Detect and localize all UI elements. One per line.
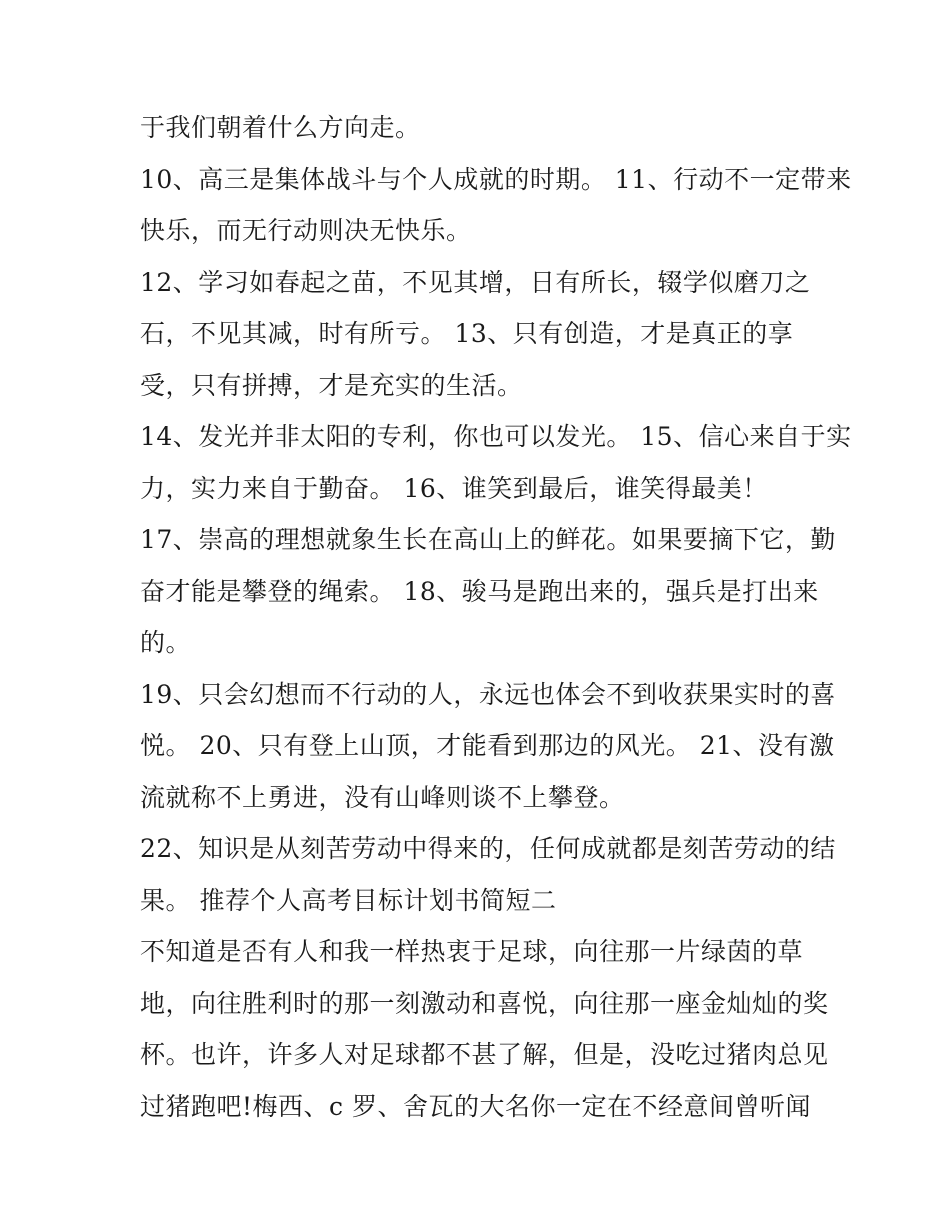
- text-line: 石，不见其减，时有所亏。 13、只有创造，才是真正的享: [140, 319, 794, 348]
- text-line: 10、高三是集体战斗与个人成就的时期。 11、行动不一定带来: [140, 164, 852, 194]
- text-line: 17、崇高的理想就象生长在高山上的鲜花。如果要摘下它，勤: [140, 525, 836, 554]
- text-line: 不知道是否有人和我一样热衷于足球，向往那一片绿茵的草: [140, 937, 804, 966]
- text-line: 受，只有拼搏，才是充实的生活。: [140, 370, 523, 400]
- text-line: 于我们朝着什么方向走。: [140, 113, 421, 142]
- text-line: 地，向往胜利时的那一刻激动和喜悦，向往那一座金灿灿的奖: [140, 988, 829, 1018]
- text-line: 果。 推荐个人高考目标计划书简短二: [140, 885, 557, 915]
- body-text: [140, 102, 852, 1132]
- text-line: 12、学习如春起之苗，不见其增，日有所长，辍学似磨刀之: [140, 267, 811, 297]
- text-line: 杯。也许，许多人对足球都不甚了解，但是，没吃过猪肉总见: [140, 1040, 829, 1069]
- text-line: 快乐，而无行动则决无快乐。: [140, 216, 472, 245]
- text-line: 力，实力来自于勤奋。 16、谁笑到最后，谁笑得最美！: [140, 473, 768, 503]
- text-line: 奋才能是攀登的绳索。 18、骏马是跑出来的，强兵是打出来: [140, 576, 819, 606]
- text-line: 流就称不上勇进，没有山峰则谈不上攀登。: [140, 782, 625, 812]
- text-line: 19、只会幻想而不行动的人，永远也体会不到收获果实时的喜: [140, 679, 836, 709]
- text-line: 14、发光并非太阳的专利，你也可以发光。 15、信心来自于实: [140, 422, 852, 451]
- text-line: 的。: [140, 628, 192, 657]
- text-line: 过猪跑吧!梅西、c 罗、舍瓦的大名你一定在不经意间曾听闻: [140, 1091, 811, 1121]
- text-line: 悦。 20、只有登上山顶，才能看到那边的风光。 21、没有激: [140, 731, 835, 760]
- text-line: 22、知识是从刻苦劳动中得来的，任何成就都是刻苦劳动的结: [140, 834, 836, 863]
